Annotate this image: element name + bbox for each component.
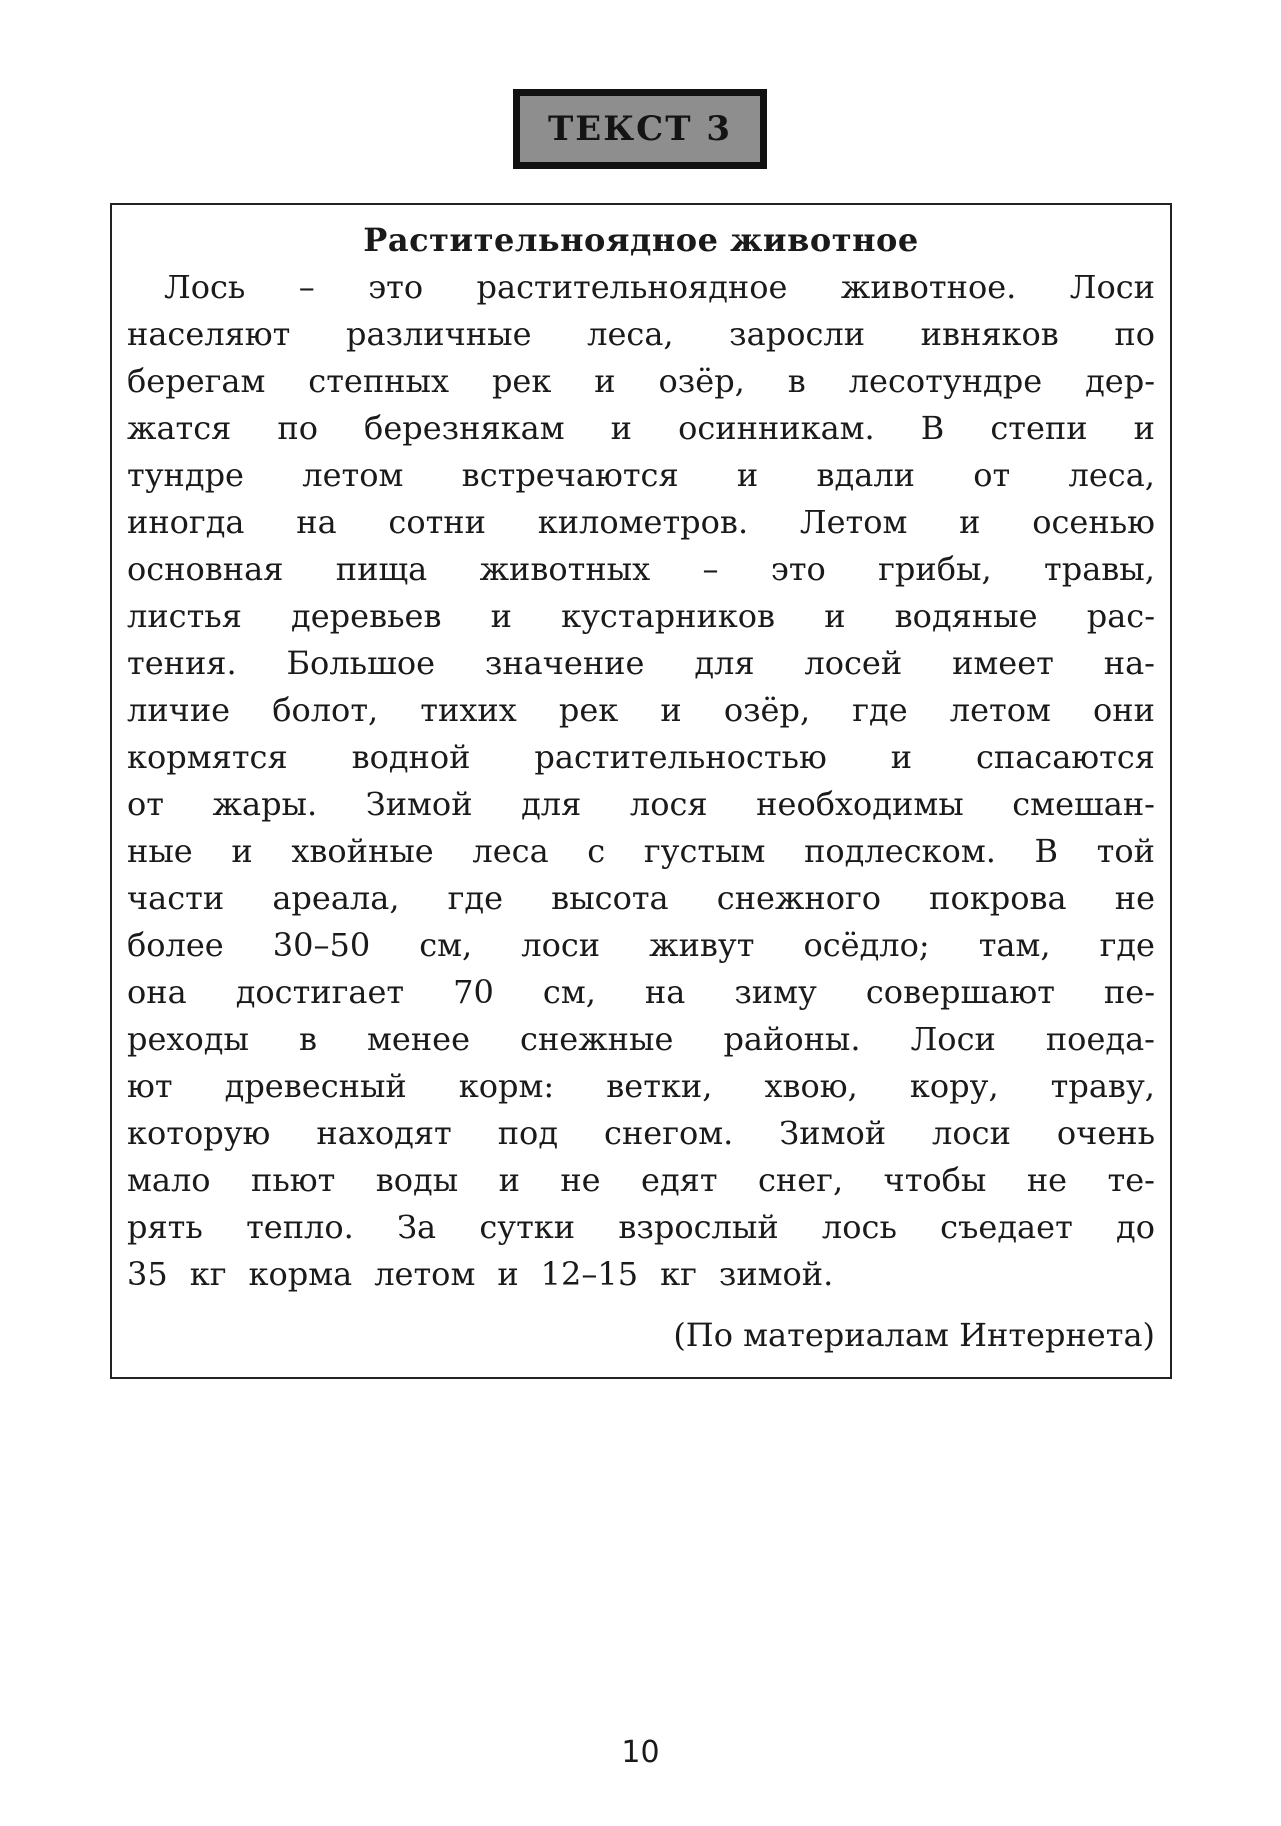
word: на <box>296 503 337 541</box>
word: и <box>736 456 759 494</box>
word: воды <box>375 1161 459 1199</box>
text-line <box>127 1251 1155 1298</box>
word: и <box>490 597 512 635</box>
word: чтобы <box>883 1161 987 1199</box>
word: и <box>1133 409 1155 447</box>
word: Зимой <box>365 785 473 823</box>
word: рять <box>127 1208 203 1246</box>
text-line <box>127 1016 1155 1063</box>
word: значение <box>484 644 645 682</box>
word: иногда <box>127 503 245 541</box>
text-title: Растительноядное животное <box>363 221 919 259</box>
word: пьют <box>250 1161 336 1199</box>
text-line <box>127 1110 1155 1157</box>
page-number: 10 <box>621 1735 660 1770</box>
word: 70 <box>453 973 494 1011</box>
word: лоси <box>932 1114 1011 1152</box>
word: где <box>447 879 504 917</box>
word: 35 <box>127 1255 168 1293</box>
word: и <box>498 1161 520 1199</box>
word: мало <box>127 1161 211 1199</box>
word: те- <box>1107 1161 1155 1199</box>
word: достигает <box>235 973 405 1011</box>
word: различные <box>345 315 532 353</box>
word: летом <box>302 456 404 494</box>
text-body <box>127 264 1155 1298</box>
word: тундре <box>127 456 244 494</box>
word: траву, <box>1050 1067 1155 1105</box>
word: высота <box>551 879 669 917</box>
word: кустарников <box>561 597 776 635</box>
word: и <box>890 738 913 776</box>
word: той <box>1096 832 1155 870</box>
word: жатся <box>127 409 232 447</box>
word: дер- <box>1085 362 1155 400</box>
word: – <box>298 268 315 306</box>
text-line <box>127 546 1155 593</box>
word: по <box>277 409 318 447</box>
word: не <box>1026 1161 1068 1199</box>
word: зимой. <box>718 1255 834 1293</box>
word: растительноядное <box>476 268 788 306</box>
text-heading: ТЕКСТ 3 <box>520 96 760 162</box>
word: тепло. <box>246 1208 354 1246</box>
word: там, <box>978 926 1051 964</box>
word: основная <box>127 550 284 588</box>
word: сутки <box>479 1208 576 1246</box>
word: личие <box>127 691 231 729</box>
word: – <box>702 550 719 588</box>
word: зиму <box>734 973 817 1011</box>
word: ареала, <box>272 879 400 917</box>
word: осёдло; <box>803 926 930 964</box>
word: грибы, <box>878 550 992 588</box>
word: хвойные <box>291 832 434 870</box>
word: леса, <box>587 315 674 353</box>
text-line <box>127 499 1155 546</box>
word: для <box>521 785 582 823</box>
text-line <box>127 781 1155 828</box>
word: и <box>660 691 682 729</box>
word: взрослый <box>618 1208 779 1246</box>
text-line <box>127 452 1155 499</box>
word: снегом. <box>604 1114 734 1152</box>
word: ют <box>127 1067 173 1105</box>
word: районы. <box>723 1020 861 1058</box>
word: рек <box>491 362 552 400</box>
text-line <box>127 969 1155 1016</box>
word: снежные <box>520 1020 674 1058</box>
word: озёр, <box>723 691 811 729</box>
word: под <box>497 1114 559 1152</box>
word: В <box>920 409 945 447</box>
word: они <box>1093 691 1155 729</box>
word: подлеском. <box>804 832 996 870</box>
word: В <box>1034 832 1059 870</box>
text-line <box>127 1157 1155 1204</box>
word: За <box>397 1208 437 1246</box>
word: листья <box>127 597 242 635</box>
text-line <box>127 593 1155 640</box>
word: Летом <box>799 503 908 541</box>
text-line <box>127 264 1155 311</box>
word: кору, <box>909 1067 999 1105</box>
word: животное. <box>840 268 1017 306</box>
word: покрова <box>929 879 1067 917</box>
word: древесный <box>224 1067 407 1105</box>
word: живут <box>649 926 755 964</box>
word: пе- <box>1103 973 1155 1011</box>
word: части <box>127 879 225 917</box>
word: Лоси <box>910 1020 996 1058</box>
word: необходимы <box>756 785 964 823</box>
word: хвою, <box>764 1067 858 1105</box>
word: осинникам. <box>678 409 875 447</box>
word: лося <box>629 785 708 823</box>
word: кг <box>660 1255 697 1293</box>
word: съедает <box>940 1208 1073 1246</box>
word: сотни <box>388 503 486 541</box>
word: это <box>368 268 424 306</box>
word: берегам <box>127 362 266 400</box>
word: ные <box>127 832 193 870</box>
word: рас- <box>1086 597 1155 635</box>
word: степи <box>990 409 1088 447</box>
text-line <box>127 1063 1155 1110</box>
word: корм: <box>458 1067 555 1105</box>
word: с <box>587 832 606 870</box>
word: леса <box>472 832 549 870</box>
text-line <box>127 405 1155 452</box>
word: встречаются <box>461 456 679 494</box>
word: реходы <box>127 1020 249 1058</box>
word: и <box>610 409 632 447</box>
word: вдали <box>816 456 915 494</box>
text-line <box>127 687 1155 734</box>
word: Зимой <box>779 1114 887 1152</box>
word: травы, <box>1044 550 1155 588</box>
word: более <box>127 926 224 964</box>
word: очень <box>1056 1114 1155 1152</box>
word: где <box>852 691 908 729</box>
word: ветки, <box>606 1067 713 1105</box>
text-line <box>127 1204 1155 1251</box>
word: спасаются <box>975 738 1155 776</box>
word: осенью <box>1032 503 1155 541</box>
text-line <box>127 734 1155 781</box>
word: километров. <box>537 503 749 541</box>
text-line <box>127 311 1155 358</box>
text-line <box>127 358 1155 405</box>
word: см, <box>419 926 473 964</box>
word: растительностью <box>534 738 827 776</box>
word: снег, <box>757 1161 844 1199</box>
word: березнякам <box>364 409 565 447</box>
word: для <box>694 644 755 682</box>
word: кг <box>189 1255 227 1293</box>
word: имеет <box>952 644 1054 682</box>
word: и <box>594 362 616 400</box>
word: 30–50 <box>272 926 371 964</box>
word: в <box>787 362 806 400</box>
word: водяные <box>894 597 1038 635</box>
word: от <box>127 785 164 823</box>
word: едят <box>641 1161 718 1199</box>
text-line <box>127 828 1155 875</box>
word: тения. <box>127 644 237 682</box>
word: Лоси <box>1069 268 1155 306</box>
word: см, <box>542 973 596 1011</box>
text-line <box>127 922 1155 969</box>
word: совершают <box>865 973 1055 1011</box>
word: это <box>770 550 826 588</box>
word: ивняков <box>920 315 1059 353</box>
word: в <box>298 1020 317 1058</box>
word: смешан- <box>1012 785 1155 823</box>
word: заросли <box>729 315 866 353</box>
word: тихих <box>420 691 517 729</box>
word: и <box>231 832 253 870</box>
word: густым <box>643 832 766 870</box>
word: находят <box>316 1114 452 1152</box>
word: и <box>497 1255 519 1293</box>
word: животных <box>479 550 651 588</box>
word: лесотундре <box>848 362 1043 400</box>
word: деревьев <box>291 597 442 635</box>
text-heading-badge <box>513 89 767 169</box>
word: пища <box>335 550 428 588</box>
word: лосей <box>804 644 903 682</box>
word: и <box>959 503 981 541</box>
word: на <box>644 973 686 1011</box>
text-frame <box>110 203 1172 1379</box>
word: кормятся <box>127 738 288 776</box>
word: не <box>1114 879 1155 917</box>
word: по <box>1114 315 1155 353</box>
word: поеда- <box>1045 1020 1155 1058</box>
word: 12–15 <box>540 1255 639 1293</box>
word: водной <box>351 738 471 776</box>
word: от <box>973 456 1011 494</box>
word: корма <box>248 1255 353 1293</box>
word: лоси <box>521 926 601 964</box>
word: и <box>824 597 846 635</box>
word: населяют <box>127 315 291 353</box>
word: летом <box>374 1255 476 1293</box>
word: болот, <box>272 691 379 729</box>
word: снежного <box>716 879 882 917</box>
word: летом <box>949 691 1051 729</box>
word: менее <box>366 1020 471 1058</box>
word: лось <box>821 1208 897 1246</box>
text-line <box>127 875 1155 922</box>
word: не <box>560 1161 601 1199</box>
word: Лось <box>164 268 246 306</box>
word: где <box>1099 926 1155 964</box>
source-attribution: (По материалам Интернета) <box>673 1316 1155 1354</box>
text-line <box>127 640 1155 687</box>
word: степных <box>308 362 450 400</box>
word: Большое <box>286 644 436 682</box>
word: рек <box>558 691 619 729</box>
word: она <box>127 973 187 1011</box>
word: озёр, <box>658 362 745 400</box>
word: до <box>1116 1208 1155 1246</box>
word: на- <box>1103 644 1155 682</box>
word: которую <box>127 1114 271 1152</box>
word: леса, <box>1068 456 1155 494</box>
word: жары. <box>212 785 318 823</box>
